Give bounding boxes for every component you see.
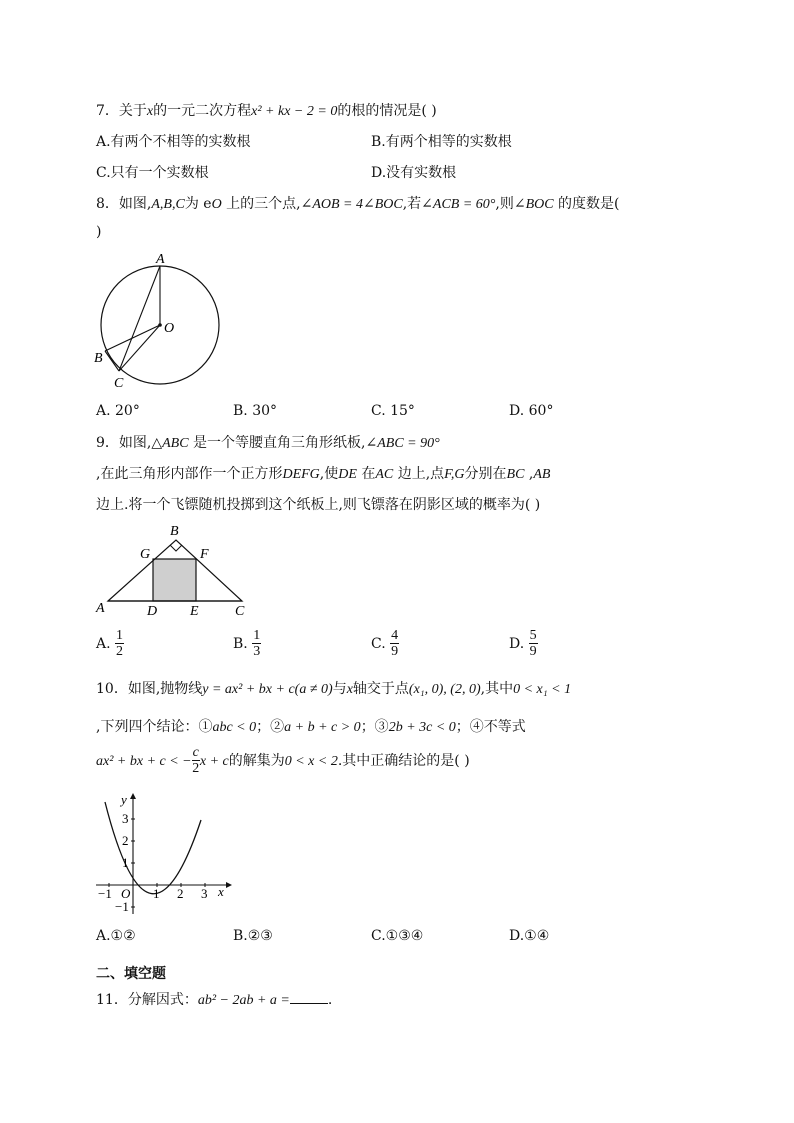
q9-option-d-den: 9 xyxy=(529,644,537,660)
q10-frac-den: 2 xyxy=(192,761,200,777)
q9-option-b-den: 3 xyxy=(253,644,261,660)
label-f: F xyxy=(200,547,209,562)
label-c: C xyxy=(235,604,245,619)
q9-line1-a: 9．如图, xyxy=(96,435,152,451)
q8-stem-e: ,则 xyxy=(495,196,514,212)
label-origin: O xyxy=(121,886,131,901)
x-axis-arrow xyxy=(226,882,232,888)
q8-stem xyxy=(96,193,620,213)
q10-points: (x₁, 0), (2, 0) xyxy=(408,682,481,697)
q7-option-c: C.只有一个实数根 xyxy=(96,165,209,181)
label-x3: 3 xyxy=(201,886,208,901)
q9-option-c-num: 4 xyxy=(391,628,399,643)
label-x1: 1 xyxy=(153,886,160,901)
q9-option-c xyxy=(371,628,399,660)
label-y2: 2 xyxy=(122,833,129,848)
q8-cond2: ∠ACB = 60° xyxy=(421,197,496,212)
q7-equation: x² + kx − 2 = 0 xyxy=(251,104,338,119)
q9-option-d-fraction xyxy=(529,628,538,660)
q10-line1-b: 与 xyxy=(332,681,347,697)
q8-circle-name: O xyxy=(211,197,222,212)
q7-option-a: A.有两个不相等的实数根 xyxy=(96,134,251,150)
q10-line1 xyxy=(96,678,571,698)
q9-de: DE xyxy=(338,467,357,482)
q9-option-c-fraction xyxy=(390,628,399,660)
q9-bc: BC xyxy=(506,467,525,482)
label-o: O xyxy=(164,321,175,336)
q9-ac: AC xyxy=(375,467,394,482)
q9-option-c-letter: C. xyxy=(371,635,386,652)
q10-line2-b: ；② xyxy=(256,719,285,735)
q9-fg: F,G xyxy=(444,467,465,482)
q9-line1-b: 是一个等腰直角三角形纸板, xyxy=(188,435,366,451)
q7-stem-c: 的根的情况是( ) xyxy=(337,103,437,119)
q8-stem-a: 8．如图, xyxy=(96,196,152,212)
q7-var-x: x xyxy=(146,104,154,119)
label-y: y xyxy=(121,792,127,807)
q10-option-b: B.②③ xyxy=(233,928,273,944)
q9-option-b-fraction xyxy=(252,628,261,660)
q10-cond: (a ≠ 0) xyxy=(294,682,333,697)
q10-range: 0 < x₁ < 1 xyxy=(513,682,572,697)
q9-option-d-letter: D. xyxy=(509,635,525,652)
q8-option-d: D. 60° xyxy=(509,403,554,419)
q11-end: . xyxy=(327,992,333,1008)
q9-ab: AB xyxy=(533,467,551,482)
q8-points: A,B,C xyxy=(151,197,185,212)
q10-ineq-b: x + c xyxy=(199,753,229,769)
q10-line2-d: ；④不等式 xyxy=(455,719,526,735)
q10-option-a: A.①② xyxy=(96,928,136,944)
q11-answer-blank[interactable] xyxy=(290,989,328,1004)
q8-stem-close: ) xyxy=(96,224,102,240)
label-b: B xyxy=(94,351,103,366)
q10-solution: 0 < x < 2 xyxy=(284,753,338,769)
q9-line2-b: ,使 xyxy=(319,466,339,482)
q11-expression: ab² − 2ab + a = xyxy=(197,993,290,1008)
q10-line1-d: ,其中 xyxy=(480,681,514,697)
q9-line2-e: 分别在 xyxy=(464,466,507,482)
q10-line3-a: 的解集为 xyxy=(228,752,285,769)
q10-line1-a: 10．如图,抛物线 xyxy=(96,681,203,697)
segment-oc xyxy=(119,325,160,371)
q8-cond1: ∠AOB = 4∠BOC xyxy=(300,197,403,212)
label-a: A xyxy=(156,252,165,267)
q10-parabola: y = ax² + bx + c xyxy=(202,682,295,697)
label-e: E xyxy=(190,604,199,619)
q9-option-a-letter: A. xyxy=(96,635,111,652)
segment-bc xyxy=(105,351,119,371)
q9-line3: 边上.将一个飞镖随机投掷到这个纸板上,则飞镖落在阴影区域的概率为( ) xyxy=(96,497,541,513)
q9-option-b-letter: B. xyxy=(233,635,248,652)
q7-option-b: B.有两个相等的实数根 xyxy=(371,134,512,150)
q7-stem xyxy=(96,100,437,120)
q10-line2-c: ；③ xyxy=(360,719,389,735)
q8-stem-f: 的度数是( xyxy=(553,196,620,212)
q11-stem xyxy=(96,989,332,1009)
q10-line2-a: ,下列四个结论：① xyxy=(96,719,213,735)
q10-option-c: C.①③④ xyxy=(371,928,424,944)
q8-stem-c: 上的三个点, xyxy=(221,196,301,212)
q10-line1-c: 轴交于点 xyxy=(352,681,409,697)
label-x2: 2 xyxy=(177,886,184,901)
parabola-curve xyxy=(105,802,201,894)
center-dot xyxy=(158,323,162,327)
label-y1: 1 xyxy=(122,855,129,870)
q9-line2-a: ,在此三角形内部作一个正方形 xyxy=(96,466,283,482)
label-c: C xyxy=(114,376,124,391)
label-yn1: −1 xyxy=(115,899,129,914)
q7-stem-b: 的一元二次方程 xyxy=(153,103,252,119)
q9-line2-c: 在 xyxy=(356,466,376,482)
label-x: x xyxy=(218,884,224,899)
label-b: B xyxy=(170,524,179,539)
q8-option-b: B. 30° xyxy=(233,403,278,419)
q7-option-d: D.没有实数根 xyxy=(371,165,457,181)
q10-c2: a + b + c > 0 xyxy=(284,720,361,735)
segment-ob xyxy=(105,325,160,351)
q8-stem-b: 为 e xyxy=(184,196,212,212)
q10-xaxis: x xyxy=(346,682,353,697)
q9-angle: ∠ABC = 90° xyxy=(365,436,440,451)
section-title: 二、填空题 xyxy=(96,966,166,982)
q10-line3 xyxy=(96,745,470,777)
q9-option-a-num: 1 xyxy=(116,628,124,643)
q10-line2 xyxy=(96,716,526,736)
q9-line2-d: 边上,点 xyxy=(393,466,445,482)
q10-parabola-graph xyxy=(92,790,242,920)
q8-stem-d: ,若 xyxy=(402,196,422,212)
q9-option-d-num: 5 xyxy=(529,628,537,643)
q9-tri: △ABC xyxy=(151,436,189,451)
y-axis-arrow xyxy=(130,793,136,799)
q9-option-b-num: 1 xyxy=(253,628,261,643)
label-g: G xyxy=(140,547,151,562)
q9-option-a-den: 2 xyxy=(116,644,124,660)
q9-comma: , xyxy=(524,466,534,482)
q10-option-d: D.①④ xyxy=(509,928,550,944)
q8-target: ∠BOC xyxy=(513,197,554,212)
q10-ineq-a: ax² + bx + c < − xyxy=(96,753,192,769)
q10-ineq-fraction xyxy=(192,745,200,777)
label-a: A xyxy=(96,601,105,616)
q10-line3-b: .其中正确结论的是( ) xyxy=(337,752,470,769)
q8-option-c: C. 15° xyxy=(371,403,415,419)
q7-stem-a: 7．关于 xyxy=(96,103,147,119)
q9-square: DEFG xyxy=(282,467,320,482)
label-y3: 3 xyxy=(122,811,129,826)
right-angle-mark xyxy=(170,545,182,551)
q9-triangle-figure xyxy=(92,520,262,620)
label-xn1: −1 xyxy=(98,886,112,901)
q11-stem-text: 11．分解因式： xyxy=(96,992,198,1008)
q10-frac-num: c xyxy=(192,745,199,760)
q10-c1: abc < 0 xyxy=(212,720,257,735)
q9-option-d xyxy=(509,628,538,660)
q9-option-a xyxy=(96,628,124,660)
q9-option-a-fraction xyxy=(115,628,124,660)
label-d: D xyxy=(147,604,158,619)
q9-option-c-den: 9 xyxy=(391,644,399,660)
q9-line2 xyxy=(96,463,550,483)
q10-c3: 2b + 3c < 0 xyxy=(388,720,456,735)
shaded-square xyxy=(153,559,196,601)
q9-line1 xyxy=(96,432,440,452)
segment-ac xyxy=(119,266,160,371)
q8-option-a: A. 20° xyxy=(96,403,140,419)
q8-circle-figure xyxy=(92,250,232,395)
q9-option-b xyxy=(233,628,261,660)
